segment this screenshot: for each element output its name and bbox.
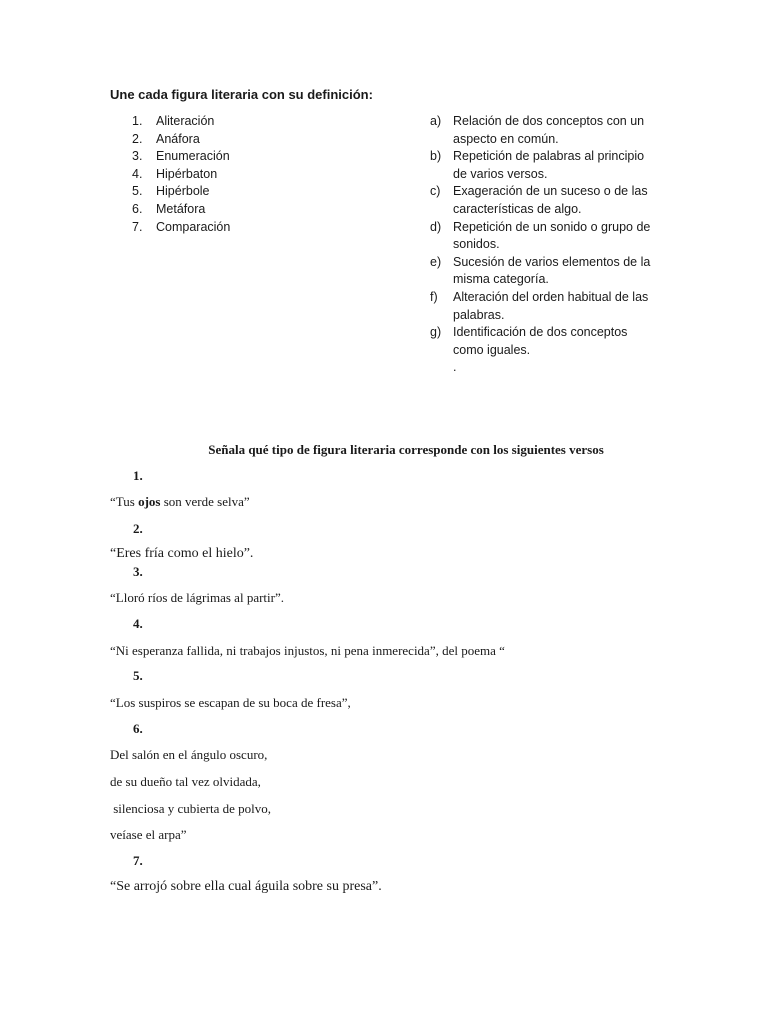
list-item: 2. Anáfora bbox=[132, 131, 230, 149]
literary-terms-list bbox=[132, 113, 230, 236]
verse-number: 3. bbox=[133, 564, 143, 579]
verse-line: silenciosa y cubierta de polvo, bbox=[110, 801, 272, 816]
verse-number: 5. bbox=[133, 668, 143, 683]
definition-item: e) Sucesión de varios elementos de la misma categoría. bbox=[430, 254, 651, 287]
definition-item: a) Relación de dos conceptos con un aspecto en común. bbox=[430, 114, 645, 146]
exercise-1-heading: Une cada figura literaria con su definición: bbox=[110, 87, 373, 102]
term-label: Anáfora bbox=[156, 131, 200, 146]
verse-line: “Ni esperanza fallida, ni trabajos injustos, ni pena inmerecida”, del poema “ bbox=[110, 643, 505, 658]
definition-item: b) Repetición de palabras al principio de varios versos. bbox=[430, 149, 645, 181]
definition-item: d) Repetición de un sonido o grupo de sonidos. bbox=[430, 219, 651, 252]
verse-line: “Lloró ríos de lágrimas al partir”. bbox=[110, 590, 284, 605]
verse-line: “Eres fría como el hielo”. bbox=[110, 546, 254, 561]
exercise-2-heading: Señala qué tipo de figura literaria corresponde con los siguientes versos bbox=[208, 442, 604, 457]
definitions-list bbox=[430, 113, 680, 377]
term-label: Enumeración bbox=[156, 149, 230, 164]
list-item: 5. Hipérbole bbox=[132, 183, 230, 201]
list-item: 4. Hipérbaton bbox=[132, 166, 230, 184]
verse-number: 6. bbox=[133, 721, 143, 736]
verse-line: “Tus ojos son verde selva” bbox=[110, 494, 250, 509]
verse-number: 2. bbox=[133, 521, 143, 536]
term-label: Aliteración bbox=[156, 114, 215, 128]
verse-line: “Se arrojó sobre ella cual águila sobre su presa”. bbox=[110, 879, 382, 894]
term-label: Hipérbole bbox=[156, 184, 210, 199]
definition-item: c) Exageración de un suceso o de las características de algo. bbox=[430, 184, 648, 216]
list-item: 1. Aliteración bbox=[132, 113, 230, 131]
verse-line: veíase el arpa” bbox=[110, 827, 187, 842]
definition-item: g) Identificación de dos conceptos como iguales. bbox=[430, 325, 628, 357]
verse-line: de su dueño tal vez olvidada, bbox=[110, 774, 261, 789]
term-label: Hipérbaton bbox=[156, 166, 218, 181]
verse-number: 4. bbox=[133, 616, 143, 631]
definition-item: f) Alteración del orden habitual de las palabras. bbox=[430, 289, 649, 322]
verse-line: “Los suspiros se escapan de su boca de fresa”, bbox=[110, 695, 351, 710]
trailing-dot: . bbox=[453, 360, 457, 375]
term-label: Metáfora bbox=[156, 201, 206, 216]
verse-line: Del salón en el ángulo oscuro, bbox=[110, 747, 268, 762]
list-item: 7. Comparación bbox=[132, 219, 230, 237]
verse-number: 7. bbox=[133, 853, 143, 868]
list-item: 3. Enumeración bbox=[132, 148, 230, 166]
term-label: Comparación bbox=[156, 219, 231, 234]
list-item: 6. Metáfora bbox=[132, 201, 230, 219]
verse-number: 1. bbox=[133, 468, 143, 483]
